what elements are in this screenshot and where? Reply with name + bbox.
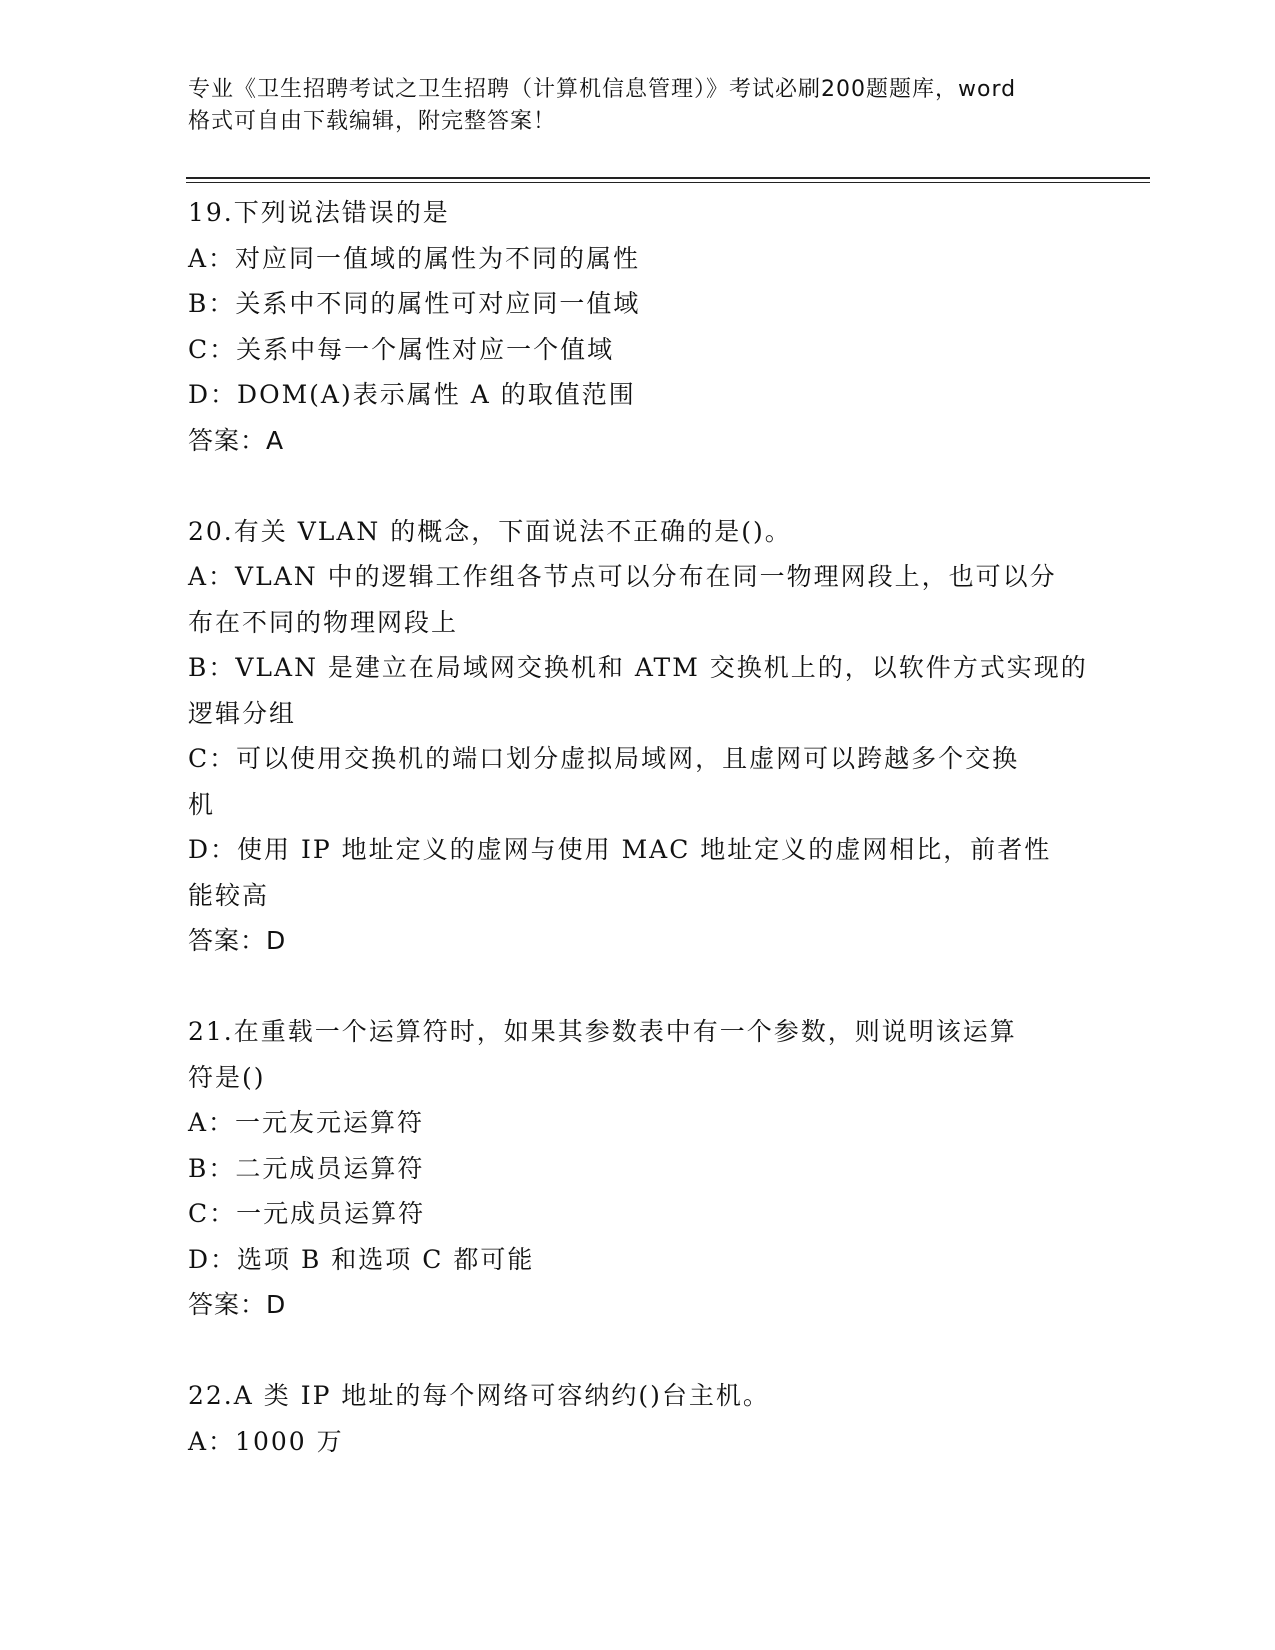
question-block (188, 509, 1088, 964)
question-option: B：关系中不同的属性可对应同一值域 (188, 289, 641, 318)
answer-line: 答案：D (188, 926, 287, 955)
question-option: C：一元成员运算符 (188, 1199, 426, 1228)
header-line-1: 专业《卫生招聘考试之卫生招聘（计算机信息管理）》考试必刷200题题库，word (188, 77, 1017, 102)
question-option: A：一元友元运算符 (188, 1108, 425, 1137)
question-option: A：1000 万 (188, 1426, 344, 1456)
question-option: 能较高 (188, 880, 270, 910)
question-option: D：选项 B 和选项 C 都可能 (188, 1244, 535, 1274)
question-option: C：关系中每一个属性对应一个值域 (188, 334, 615, 364)
question-option: 机 (188, 789, 216, 819)
question-block (188, 1373, 1088, 1464)
question-block (188, 190, 1088, 463)
question-option: B：VLAN 是建立在局域网交换机和 ATM 交换机上的，以软件方式实现的 (188, 653, 1088, 682)
question-stem: 19.下列说法错误的是 (188, 198, 450, 227)
answer-line: 答案：A (188, 425, 285, 455)
question-option: 逻辑分组 (188, 698, 297, 728)
question-option: A：对应同一值域的属性为不同的属性 (188, 243, 641, 273)
question-stem: 20.有关 VLAN 的概念，下面说法不正确的是()。 (188, 516, 792, 546)
question-stem: 21.在重载一个运算符时，如果其参数表中有一个参数，则说明该运算 (188, 1017, 1017, 1046)
document-header (188, 74, 1088, 138)
question-option: 布在不同的物理网段上 (188, 607, 459, 637)
header-line-2: 格式可自由下载编辑，附完整答案！ (188, 109, 557, 134)
question-stem: 符是() (188, 1062, 266, 1092)
question-stem: 22.A 类 IP 地址的每个网络可容纳约()台主机。 (188, 1381, 770, 1410)
question-spacer (188, 463, 1088, 509)
question-option: A：VLAN 中的逻辑工作组各节点可以分布在同一物理网段上，也可以分 (188, 562, 1057, 591)
question-spacer (188, 1328, 1088, 1374)
question-option: D：使用 IP 地址定义的虚网与使用 MAC 地址定义的虚网相比，前者性 (188, 835, 1052, 864)
question-block (188, 1009, 1088, 1328)
question-option: D：DOM(A)表示属性 A 的取值范围 (188, 380, 636, 409)
question-option: C：可以使用交换机的端口划分虚拟局域网，且虚网可以跨越多个交换 (188, 744, 1020, 773)
question-spacer (188, 964, 1088, 1010)
header-divider-thin (186, 182, 1150, 183)
question-list (188, 190, 1088, 1464)
question-option: B：二元成员运算符 (188, 1153, 425, 1183)
header-divider-thick (186, 177, 1150, 179)
answer-line: 答案：D (188, 1290, 287, 1319)
